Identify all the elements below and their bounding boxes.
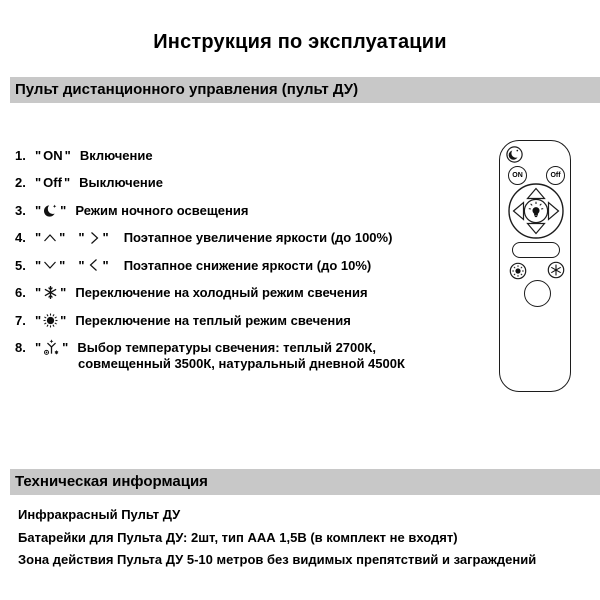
- dpad-left-arrow: [514, 203, 524, 220]
- instruction-item-7: [15, 312, 485, 329]
- dpad-right-arrow: [549, 203, 559, 220]
- dpad-down-arrow: [528, 224, 545, 234]
- remote-cold-mode-button: [547, 261, 565, 279]
- item-text: Выбор температуры свечения: теплый 2700К,: [77, 340, 377, 356]
- chevron-left-icon: [87, 258, 101, 272]
- instruction-item-6: [15, 285, 485, 302]
- instruction-item-5: [15, 257, 485, 274]
- moon-icon: [43, 203, 58, 218]
- instruction-item-3: [15, 202, 485, 219]
- remote-on-button: ON: [508, 166, 527, 185]
- sun-icon: [43, 313, 58, 328]
- key-group: " ": [35, 257, 66, 273]
- tech-line-range: Зона действия Пульта ДУ 5-10 метров без видимых препятствий и заграждений: [18, 552, 537, 567]
- item-text-continued: совмещенный 3500К, натуральный дневной 4500К: [78, 356, 405, 371]
- remote-night-mode-button: [506, 146, 523, 163]
- instruction-item-8: [15, 340, 485, 372]
- instruction-item-4: [15, 230, 485, 247]
- key-group: " ": [35, 230, 66, 246]
- remote-round-button: [524, 280, 551, 307]
- chevron-down-icon: [43, 258, 57, 272]
- item-number: 2.: [15, 175, 26, 191]
- snowflake-icon: [551, 265, 560, 276]
- moon-icon: [509, 149, 521, 160]
- item-text: Включение: [79, 147, 153, 163]
- snowflake-icon: [43, 285, 58, 300]
- key-label-on: ON: [43, 147, 63, 163]
- dpad-up-arrow: [528, 189, 545, 199]
- item-number: 6.: [15, 285, 26, 301]
- key-group: " ": [78, 257, 109, 273]
- item-number: 7.: [15, 312, 26, 328]
- key-group: " ": [35, 202, 67, 218]
- instruction-list: [15, 147, 485, 372]
- remote-pill-button: [512, 242, 560, 258]
- chevron-right-icon: [87, 231, 101, 245]
- key-group: " ": [35, 312, 67, 328]
- page-title: Инструкция по эксплуатации: [153, 31, 447, 53]
- key-group: " ": [78, 230, 109, 246]
- remote-off-button: Off: [546, 166, 565, 185]
- key-group: " ": [35, 340, 69, 356]
- item-text: Поэтапное снижение яркости (до 10%): [123, 257, 372, 273]
- item-number: 3.: [15, 202, 26, 218]
- tech-line-batteries: Батарейки для Пульта ДУ: 2шт, тип ААА 1,5В (в комплект не входят): [18, 529, 458, 545]
- remote-warm-mode-button: [509, 262, 527, 280]
- section-header-tech: Техническая информация: [10, 469, 600, 495]
- key-label-off: Off: [43, 175, 62, 191]
- item-text: Переключение на теплый режим свечения: [75, 312, 351, 328]
- item-text: Выключение: [79, 175, 163, 191]
- item-text: Поэтапное увеличение яркости (до 100%): [123, 230, 393, 246]
- section-header-remote: Пульт дистанционного управления (пульт ДУ): [10, 77, 600, 103]
- key-group: " Off ": [35, 175, 71, 191]
- sun-icon: [512, 265, 524, 277]
- tech-info-lines: [18, 504, 536, 572]
- instruction-item-2: [15, 175, 485, 192]
- remote-illustration: [499, 140, 571, 392]
- temperature-select-icon: [43, 339, 60, 356]
- chevron-up-icon: [43, 231, 57, 245]
- item-text: Режим ночного освещения: [75, 202, 249, 218]
- item-number: 5.: [15, 257, 26, 273]
- instruction-item-1: [15, 147, 485, 164]
- item-number: 8.: [15, 340, 26, 356]
- item-number: 4.: [15, 230, 26, 246]
- key-group: " ": [35, 285, 67, 301]
- item-number: 1.: [15, 147, 26, 163]
- tech-line-ir-remote: Инфракрасный Пульт ДУ: [18, 507, 181, 522]
- item-text: Переключение на холодный режим свечения: [75, 285, 368, 301]
- key-group: " ON ": [35, 147, 71, 163]
- remote-dpad: [507, 182, 565, 240]
